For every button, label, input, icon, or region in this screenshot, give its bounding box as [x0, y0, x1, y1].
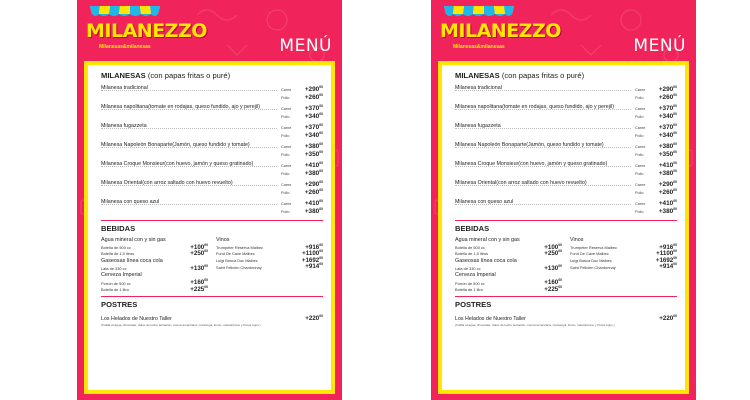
- menu-item-name: Milanesa Napoleón Bonaparte(Jamón, queso fundido y tomate): [101, 142, 281, 149]
- price-line: [281, 199, 323, 207]
- price-kind: Carne: [635, 202, 646, 207]
- price-kind: Carne: [281, 144, 292, 149]
- bebidas-left-column: [455, 235, 562, 292]
- brand-tagline: Milanesas&milanesas: [99, 44, 151, 50]
- menu-item: [101, 123, 323, 140]
- bebidas-columns: [101, 235, 323, 292]
- price-kind: Carne: [635, 106, 646, 111]
- milanesas-title: MILANESAS: [455, 71, 500, 80]
- section-title-postres: POSTRES: [455, 299, 492, 309]
- price-line: [281, 123, 323, 131]
- price-line: [281, 161, 323, 169]
- beverage-name: Botella de 1 litro: [455, 287, 483, 293]
- beverage-row: [101, 264, 208, 271]
- price-value: $+380^{00}$: [304, 207, 323, 216]
- price-value-decimals: 00: [319, 130, 323, 135]
- price-line: [635, 93, 677, 101]
- price-line: [635, 169, 677, 177]
- price-kind: Pollo: [281, 191, 290, 196]
- postre-item: [455, 314, 677, 322]
- beverage-price-decimals: 00: [204, 242, 208, 247]
- price-kind: Carne: [281, 164, 292, 168]
- postre-flavors: (frutilla al agua, chocolate, dulce de leche tentación, crema americana, maracuyá, limón, mascarpone y frutos rojos ): [101, 323, 261, 328]
- price-line: [281, 169, 323, 177]
- price-kind: Pollo: [635, 115, 644, 120]
- beverage-row: [455, 249, 562, 256]
- price-line: [281, 150, 323, 158]
- postre-item: [101, 314, 323, 322]
- beverage-name: Fond De Cave Malbec: [216, 251, 255, 257]
- menu-item-prices: [635, 123, 677, 140]
- price-kind: Pollo: [281, 210, 290, 215]
- beverage-group-title: Agua mineral con y sin gas: [101, 236, 166, 243]
- milanesas-title: MILANESAS: [101, 71, 146, 80]
- beverage-price: $+1692^{00}$: [301, 255, 323, 264]
- beverage-row: [101, 285, 208, 292]
- milanesas-list: [101, 85, 323, 216]
- price-value-decimals: 00: [673, 111, 677, 116]
- postre-name: Los Helados de Nuestro Taller: [455, 315, 526, 322]
- price-value: $+290^{00}$: [304, 179, 323, 189]
- menu-item-name: Milanesa napolitana(tomate en rodajas, queso fundido, ajo y perejil): [455, 104, 635, 111]
- price-value: $+380^{00}$: [304, 141, 323, 150]
- beverage-group-title: Agua mineral con y sin gas: [455, 236, 520, 243]
- beverage-row: [455, 264, 562, 271]
- menu-item-name: Milanesa fugazzeta: [101, 123, 281, 130]
- beverage-price-decimals: 00: [204, 249, 208, 254]
- price-value: $+260^{00}$: [658, 188, 677, 197]
- price-line: [281, 104, 323, 112]
- milanesas-list: [455, 85, 677, 216]
- brand-logo: MILANEZZO: [86, 20, 207, 42]
- menu-item-name: Milanesa Oriental(con arroz saltado con huevo revuelto): [455, 180, 635, 187]
- bebidas-right-column: [570, 235, 677, 292]
- beverage-price-decimals: 00: [673, 255, 677, 260]
- price-line: [635, 199, 677, 207]
- beverage-row: [101, 249, 208, 256]
- beverage-price-decimals: 00: [558, 263, 562, 268]
- price-kind: Pollo: [635, 210, 644, 215]
- price-kind: Carne: [281, 183, 292, 188]
- price-line: [635, 150, 677, 158]
- beverage-price: $+1692^{00}$: [655, 255, 677, 264]
- postre-price-decimals: 00: [673, 313, 677, 318]
- beverage-price-decimals: 00: [204, 285, 208, 290]
- menu-item: [455, 180, 677, 197]
- price-value: $+340^{00}$: [658, 130, 677, 140]
- menu-item: [455, 85, 677, 102]
- price-kind: Pollo: [635, 191, 644, 196]
- beverage-price: $+914^{00}$: [305, 262, 323, 271]
- price-value-decimals: 00: [319, 122, 323, 127]
- beverage-price-decimals: 00: [319, 255, 323, 260]
- menu-item: [455, 199, 677, 216]
- postre-price: [305, 314, 323, 322]
- price-kind: Pollo: [281, 95, 290, 100]
- price-value: $+340^{00}$: [304, 111, 323, 121]
- beverage-name: Botella de 500 cc: [101, 244, 131, 250]
- price-value-decimals: 00: [673, 160, 677, 165]
- price-kind: Carne: [281, 202, 292, 207]
- price-line: [635, 188, 677, 196]
- beverage-name: Luigi Bosca Doc Malbec: [570, 257, 612, 263]
- menu-item-name: Milanesa Croque Monsieur(con huevo, jamón y queso gratinado): [101, 161, 281, 168]
- price-value: $+370^{00}$: [304, 103, 323, 112]
- menu-item-name: Milanesa Napoleón Bonaparte(Jamón, queso fundido y tomate): [455, 142, 635, 149]
- beverage-row: [216, 256, 323, 263]
- section-title-milanesas: [101, 71, 323, 82]
- awning-icon: [442, 4, 516, 18]
- beverage-name: Fond De Cave Malbec: [570, 251, 609, 257]
- beverage-row: [570, 256, 677, 263]
- price-kind: Pollo: [635, 172, 644, 177]
- price-value: $+340^{00}$: [658, 111, 677, 121]
- price-line: [635, 112, 677, 120]
- beverage-price: $+250^{00}$: [544, 249, 562, 258]
- price-value-decimals: 00: [319, 179, 323, 184]
- postre-price: [659, 314, 677, 322]
- beverage-price: $+160^{00}$: [190, 278, 208, 287]
- price-value-decimals: 00: [319, 92, 323, 97]
- postre-flavors: (frutilla al agua, chocolate, dulce de leche tentación, crema americana, maracuyá, limón, mascarpone y frutos rojos ): [455, 323, 615, 328]
- price-kind: Pollo: [281, 172, 290, 177]
- brand-tagline: Milanesas&milanesas: [453, 44, 505, 50]
- menu-item: [101, 142, 323, 159]
- menu-item-prices: [281, 199, 323, 216]
- menu-item-prices: [281, 180, 323, 197]
- section-divider: [455, 296, 677, 297]
- beverage-row: [216, 262, 323, 269]
- bebidas-right-column: [216, 235, 323, 292]
- price-value: $+380^{00}$: [304, 169, 323, 178]
- price-kind: Pollo: [635, 95, 644, 100]
- price-value: $+370^{00}$: [658, 122, 677, 131]
- beverage-price-decimals: 00: [558, 249, 562, 254]
- price-line: [281, 112, 323, 120]
- price-value: $+410^{00}$: [304, 160, 323, 169]
- price-value-decimals: 00: [673, 150, 677, 155]
- menu-item-prices: [635, 180, 677, 197]
- section-divider: [101, 220, 323, 221]
- beverage-price-decimals: 00: [319, 262, 323, 267]
- menu-item: [455, 104, 677, 121]
- bebidas-left-column: [101, 235, 208, 292]
- beverage-price-decimals: 00: [558, 242, 562, 247]
- price-value-decimals: 00: [673, 84, 677, 89]
- price-line: [635, 180, 677, 188]
- beverage-row: [570, 243, 677, 250]
- beverage-name: Botella de 1 litro: [101, 287, 129, 293]
- beverage-name: Botella de 1,5 litros: [455, 251, 489, 257]
- beverage-group-title: Vinos: [570, 236, 584, 243]
- menu-item-name: Milanesa tradicional: [101, 85, 281, 92]
- beverage-price: $+250^{00}$: [190, 249, 208, 258]
- price-line: [635, 85, 677, 93]
- price-value: $+290^{00}$: [304, 84, 323, 93]
- price-kind: Pollo: [281, 153, 290, 158]
- menu-item-prices: [281, 161, 323, 178]
- menu-item-prices: [281, 142, 323, 159]
- price-value: $+410^{00}$: [658, 160, 677, 169]
- beverage-price-decimals: 00: [673, 262, 677, 267]
- menu-item-name: Milanesa tradicional: [455, 85, 635, 92]
- price-kind: Carne: [635, 164, 646, 168]
- beverage-price-decimals: 00: [204, 278, 208, 283]
- price-value-decimals: 00: [673, 188, 677, 193]
- menu-item-name: Milanesa fugazzeta: [455, 123, 635, 130]
- beverage-price: $+225^{00}$: [544, 285, 562, 294]
- menu-item: [455, 123, 677, 140]
- price-value-decimals: 00: [319, 207, 323, 212]
- milanesas-subtitle: (con papas fritas o puré): [147, 71, 231, 80]
- section-divider: [101, 296, 323, 297]
- menu-item-name: Milanesa con queso azul: [455, 199, 635, 206]
- beverage-name: Porrón de 500 cc: [455, 280, 485, 286]
- beverage-name: Botella de 500 cc: [455, 244, 485, 250]
- price-value-decimals: 00: [673, 122, 677, 127]
- beverage-price: $+225^{00}$: [190, 285, 208, 294]
- beverage-price: $+130^{00}$: [190, 263, 208, 272]
- beverage-price: $+100^{00}$: [544, 242, 562, 251]
- beverage-name: Saint Felicien Chardonnay: [570, 264, 616, 270]
- menu-title: MENÚ: [633, 36, 686, 56]
- price-value-decimals: 00: [319, 169, 323, 174]
- price-line: [281, 93, 323, 101]
- section-title-bebidas: BEBIDAS: [101, 223, 136, 233]
- menu-item-prices: [281, 85, 323, 102]
- menu-item-name: Milanesa Croque Monsieur(con huevo, jamón y queso gratinado): [455, 161, 635, 168]
- price-value-decimals: 00: [673, 169, 677, 174]
- beverage-name: Porrón de 500 cc: [101, 280, 131, 286]
- beverage-price: $+160^{00}$: [544, 278, 562, 287]
- price-line: [281, 142, 323, 150]
- price-line: [635, 142, 677, 150]
- beverage-row: [455, 285, 562, 292]
- price-line: [281, 85, 323, 93]
- menu-card: [84, 61, 335, 394]
- menu-item: [455, 142, 677, 159]
- section-title-milanesas: [455, 71, 677, 82]
- beverage-row: [455, 278, 562, 285]
- price-value: $+370^{00}$: [658, 103, 677, 112]
- price-line: [635, 207, 677, 215]
- postre-price-decimals: 00: [319, 313, 323, 318]
- menu-item: [101, 85, 323, 102]
- beverage-price: $+914^{00}$: [659, 262, 677, 271]
- price-value: $+260^{00}$: [658, 92, 677, 101]
- price-value: $+410^{00}$: [658, 199, 677, 208]
- beverage-name: Trumpeter Reserva Malbec: [216, 244, 263, 250]
- price-value: $+380^{00}$: [658, 169, 677, 178]
- awning-icon: [88, 4, 162, 18]
- beverage-name: Luigi Bosca Doc Malbec: [216, 257, 258, 263]
- price-kind: Pollo: [635, 134, 644, 139]
- price-line: [635, 123, 677, 131]
- postre-price-value: +220: [659, 314, 674, 322]
- beverage-row: [101, 278, 208, 285]
- price-kind: Pollo: [281, 115, 290, 120]
- beverage-price-decimals: 00: [558, 285, 562, 290]
- beverage-price: $+1100^{00}$: [302, 249, 323, 258]
- beverage-name: Saint Felicien Chardonnay: [216, 264, 262, 270]
- beverage-group-title: Cerveza Imperial: [455, 272, 496, 279]
- price-value: $+290^{00}$: [658, 84, 677, 93]
- price-kind: Carne: [635, 183, 646, 188]
- menu-card: [438, 61, 689, 394]
- price-kind: Carne: [281, 106, 292, 111]
- price-kind: Carne: [635, 125, 646, 130]
- menu-title: MENÚ: [279, 36, 332, 56]
- beverage-price-decimals: 00: [319, 249, 323, 254]
- price-value: $+350^{00}$: [304, 150, 323, 159]
- menu-item-prices: [635, 142, 677, 159]
- price-value-decimals: 00: [319, 199, 323, 204]
- menu-item-name: Milanesa con queso azul: [101, 199, 281, 206]
- menu-item: [101, 199, 323, 216]
- beverage-name: Trumpeter Reserva Malbec: [570, 244, 617, 250]
- menu-item: [101, 161, 323, 178]
- beverage-row: [455, 243, 562, 250]
- menu-item: [101, 104, 323, 121]
- price-kind: Carne: [635, 144, 646, 149]
- price-value: $+340^{00}$: [304, 130, 323, 140]
- price-value-decimals: 00: [319, 141, 323, 146]
- price-value-decimals: 00: [319, 103, 323, 108]
- price-value-decimals: 00: [673, 179, 677, 184]
- price-value-decimals: 00: [673, 199, 677, 204]
- price-value: $+260^{00}$: [304, 188, 323, 197]
- beverage-price-decimals: 00: [558, 278, 562, 283]
- price-value: $+290^{00}$: [658, 179, 677, 189]
- beverage-row: [101, 243, 208, 250]
- section-title-bebidas: BEBIDAS: [455, 223, 490, 233]
- price-line: [281, 207, 323, 215]
- price-kind: Carne: [635, 87, 646, 92]
- price-line: [281, 131, 323, 139]
- price-value-decimals: 00: [319, 111, 323, 116]
- beverage-name: Botella de 1,5 litros: [101, 251, 135, 257]
- beverage-row: [216, 249, 323, 256]
- price-value-decimals: 00: [319, 160, 323, 165]
- beverage-price-decimals: 00: [204, 263, 208, 268]
- postre-price-value: +220: [305, 314, 320, 322]
- beverage-price-decimals: 00: [673, 249, 677, 254]
- beverage-group-title: Gaseosas línea coca cola: [101, 257, 163, 264]
- bebidas-columns: [455, 235, 677, 292]
- beverage-group-title: Cerveza Imperial: [101, 272, 142, 279]
- price-value-decimals: 00: [673, 130, 677, 135]
- price-value-decimals: 00: [673, 103, 677, 108]
- menu-page-left: [77, 0, 342, 400]
- menu-item-name: Milanesa Oriental(con arroz saltado con huevo revuelto): [101, 180, 281, 187]
- section-title-postres: POSTRES: [101, 299, 138, 309]
- price-line: [635, 104, 677, 112]
- beverage-row: [570, 249, 677, 256]
- price-value: $+380^{00}$: [658, 207, 677, 216]
- menu-item-prices: [635, 85, 677, 102]
- beverage-row: [570, 262, 677, 269]
- price-value: $+350^{00}$: [658, 150, 677, 159]
- price-value-decimals: 00: [673, 92, 677, 97]
- menu-item-name: Milanesa napolitana(tomate en rodajas, queso fundido, ajo y perejil): [101, 104, 281, 111]
- price-value: $+260^{00}$: [304, 92, 323, 101]
- price-value-decimals: 00: [319, 84, 323, 89]
- beverage-price: $+916^{00}$: [305, 242, 323, 251]
- menu-item-prices: [635, 104, 677, 121]
- menu-item-prices: [281, 104, 323, 121]
- beverage-row: [216, 243, 323, 250]
- menu-page-right: [431, 0, 696, 400]
- price-value: $+380^{00}$: [658, 141, 677, 150]
- beverage-group-title: Vinos: [216, 236, 230, 243]
- beverage-price-decimals: 00: [319, 242, 323, 247]
- beverage-price: $+916^{00}$: [659, 242, 677, 251]
- price-value-decimals: 00: [319, 188, 323, 193]
- brand-logo: MILANEZZO: [440, 20, 561, 42]
- milanesas-subtitle: (con papas fritas o puré): [501, 71, 585, 80]
- price-value: $+410^{00}$: [304, 199, 323, 208]
- menu-item: [101, 180, 323, 197]
- beverage-price-decimals: 00: [673, 242, 677, 247]
- beverage-price: $+1100^{00}$: [656, 249, 677, 258]
- price-value-decimals: 00: [319, 150, 323, 155]
- menu-item-prices: [635, 199, 677, 216]
- beverage-price: $+100^{00}$: [190, 242, 208, 251]
- beverage-name: Lata de 330 cc: [455, 265, 481, 271]
- menu-item: [455, 161, 677, 178]
- price-line: [281, 188, 323, 196]
- menu-item-prices: [281, 123, 323, 140]
- price-value-decimals: 00: [673, 207, 677, 212]
- price-kind: Carne: [281, 125, 292, 130]
- price-value: $+370^{00}$: [304, 122, 323, 131]
- menu-item-prices: [635, 161, 677, 178]
- price-line: [281, 180, 323, 188]
- postre-name: Los Helados de Nuestro Taller: [101, 315, 172, 322]
- price-value-decimals: 00: [673, 141, 677, 146]
- price-line: [635, 131, 677, 139]
- beverage-price: $+130^{00}$: [544, 263, 562, 272]
- section-divider: [455, 220, 677, 221]
- price-line: [635, 161, 677, 169]
- price-kind: Carne: [281, 87, 292, 92]
- beverage-name: Lata de 330 cc: [101, 265, 127, 271]
- beverage-group-title: Gaseosas línea coca cola: [455, 257, 517, 264]
- price-kind: Pollo: [635, 153, 644, 158]
- price-kind: Pollo: [281, 134, 290, 139]
